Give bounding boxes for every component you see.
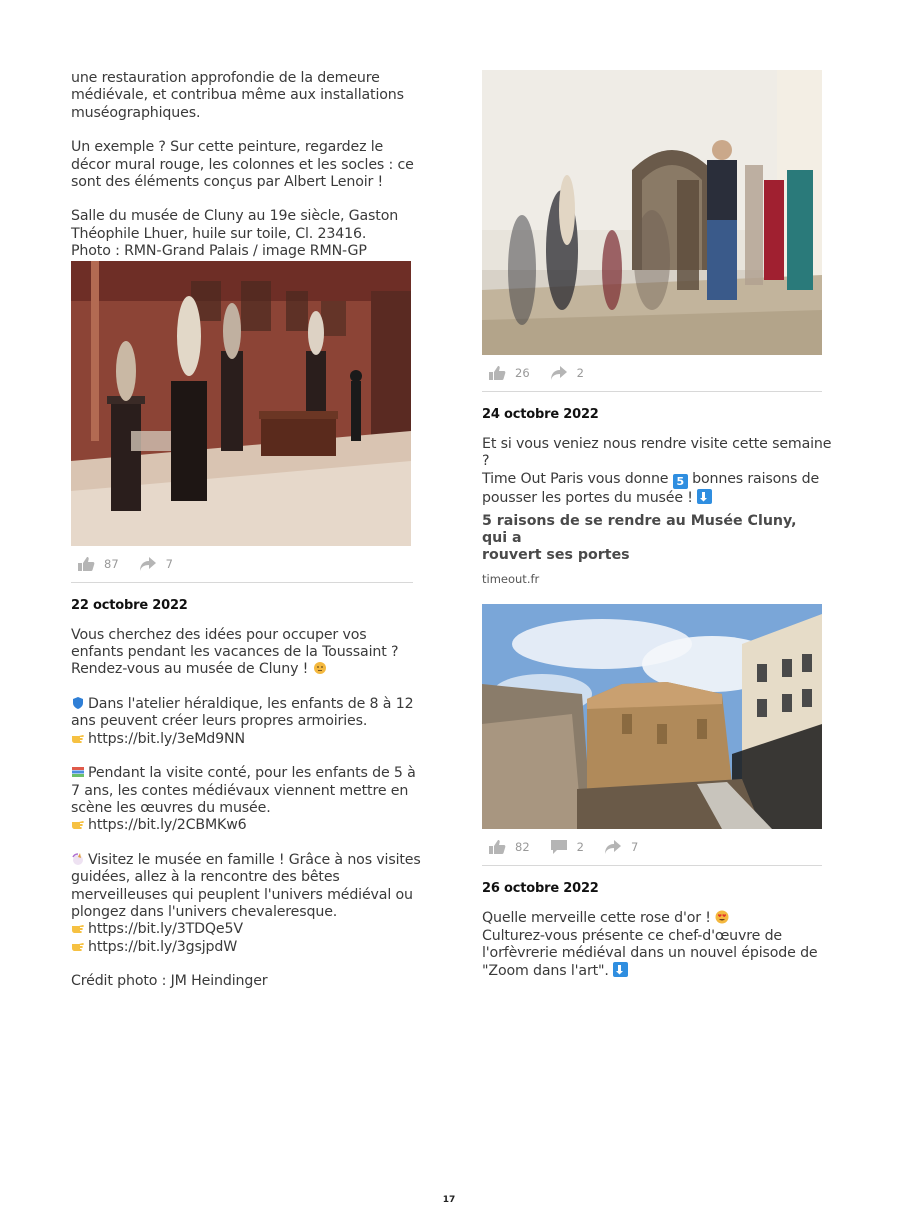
- photo-credit: Crédit photo : JM Heindinger: [71, 973, 268, 990]
- link[interactable]: https://bit.ly/3gsjpdW: [71, 939, 413, 956]
- books-emoji: [71, 765, 85, 779]
- comment-stat[interactable]: 2: [550, 839, 584, 855]
- post-paragraph: Quelle merveille cette rose d'or ! Culturez-vous présente ce chef-d'œuvre de l'orfèvrerie médiéval dans un nouvel épisode de "Zoom dans l'art".: [482, 910, 818, 980]
- link[interactable]: https://bit.ly/2CBMKw6: [71, 817, 413, 834]
- right-column: [482, 70, 832, 998]
- share-arrow-icon: [604, 839, 622, 855]
- caption-paragraph: Salle du musée de Cluny au 19e siècle, Gaston Théophile Lhuer, huile sur toile, Cl. 23416. Photo : RMN-Grand Palais / image RMN-GP: [71, 208, 399, 260]
- share-arrow-icon: [550, 365, 568, 381]
- down-arrow-emoji: [697, 489, 712, 504]
- link-preview-title[interactable]: 5 raisons de se rendre au Musée Cluny, qui a rouvert ses portes: [482, 513, 797, 564]
- thumbs-up-icon: [488, 365, 506, 381]
- shield-emoji: [71, 696, 85, 710]
- thinking-face-emoji: [313, 661, 327, 675]
- post-paragraph: Dans l'atelier héraldique, les enfants de 8 à 12 ans peuvent créer leurs propres armoiries. https://bit.ly/3eMd9NN: [71, 695, 414, 747]
- like-stat[interactable]: 82: [488, 839, 530, 855]
- unicorn-emoji: [71, 852, 85, 866]
- post-paragraph: Visitez le musée en famille ! Grâce à nos visites guidées, allez à la rencontre des bêtes merveilleuses qui peuplent l'univers médiéval ou plongez dans l'univers chevaleresque. https://bit.ly/3TDQe5V https://bit.ly/3gsjpdW: [71, 851, 421, 955]
- post-paragraph: Et si vous veniez nous rendre visite cette semaine ? Time Out Paris vous donne 5 bonnes raisons de pousser les portes du musée !: [482, 436, 832, 506]
- keycap-five-emoji: 5: [673, 474, 688, 489]
- link[interactable]: https://bit.ly/3TDQe5V: [71, 921, 413, 938]
- intro-paragraph: une restauration approfondie de la demeure médiévale, et contribua même aux installations muséographiques.: [71, 70, 404, 121]
- left-column: [71, 70, 421, 1008]
- share-arrow-icon: [139, 556, 157, 572]
- post-paragraph: Vous cherchez des idées pour occuper vos enfants pendant les vacances de la Toussaint ? Rendez-vous au musée de Cluny !: [71, 626, 399, 678]
- post-paragraph: Pendant la visite conté, pour les enfants de 5 à 7 ans, les contes médiévaux viennent mettre en scène les œuvres du musée. https://bit.ly/2CBMKw6: [71, 765, 416, 834]
- museum-visitors-image[interactable]: [482, 70, 822, 355]
- link[interactable]: https://bit.ly/3eMd9NN: [71, 731, 413, 748]
- share-stat[interactable]: 7: [139, 556, 173, 572]
- pointing-hand-emoji: [71, 939, 85, 953]
- like-stat[interactable]: 26: [488, 365, 530, 381]
- museum-building-image[interactable]: [482, 604, 822, 829]
- pointing-hand-emoji: [71, 817, 85, 831]
- share-stat[interactable]: 2: [550, 365, 584, 381]
- post-stats: [482, 355, 822, 392]
- like-stat[interactable]: 87: [77, 556, 119, 572]
- page-number: 17: [442, 1195, 456, 1205]
- example-paragraph: Un exemple ? Sur cette peinture, regardez le décor mural rouge, les colonnes et les socles : ce sont des éléments conçus par Albert Lenoir !: [71, 139, 414, 191]
- heart-eyes-emoji: [715, 910, 729, 924]
- post-stats: [71, 546, 413, 583]
- painting-image[interactable]: [71, 261, 411, 546]
- pointing-hand-emoji: [71, 921, 85, 935]
- comment-bubble-icon: [550, 839, 568, 855]
- pointing-hand-emoji: [71, 731, 85, 745]
- post-stats: [482, 829, 822, 866]
- down-arrow-emoji: [613, 962, 628, 977]
- post-date: 24 octobre 2022: [482, 407, 599, 422]
- share-stat[interactable]: 7: [604, 839, 638, 855]
- thumbs-up-icon: [77, 556, 95, 572]
- thumbs-up-icon: [488, 839, 506, 855]
- post-date: 26 octobre 2022: [482, 881, 599, 897]
- post-date: 22 octobre 2022: [71, 597, 188, 613]
- link-preview-domain: timeout.fr: [482, 572, 540, 587]
